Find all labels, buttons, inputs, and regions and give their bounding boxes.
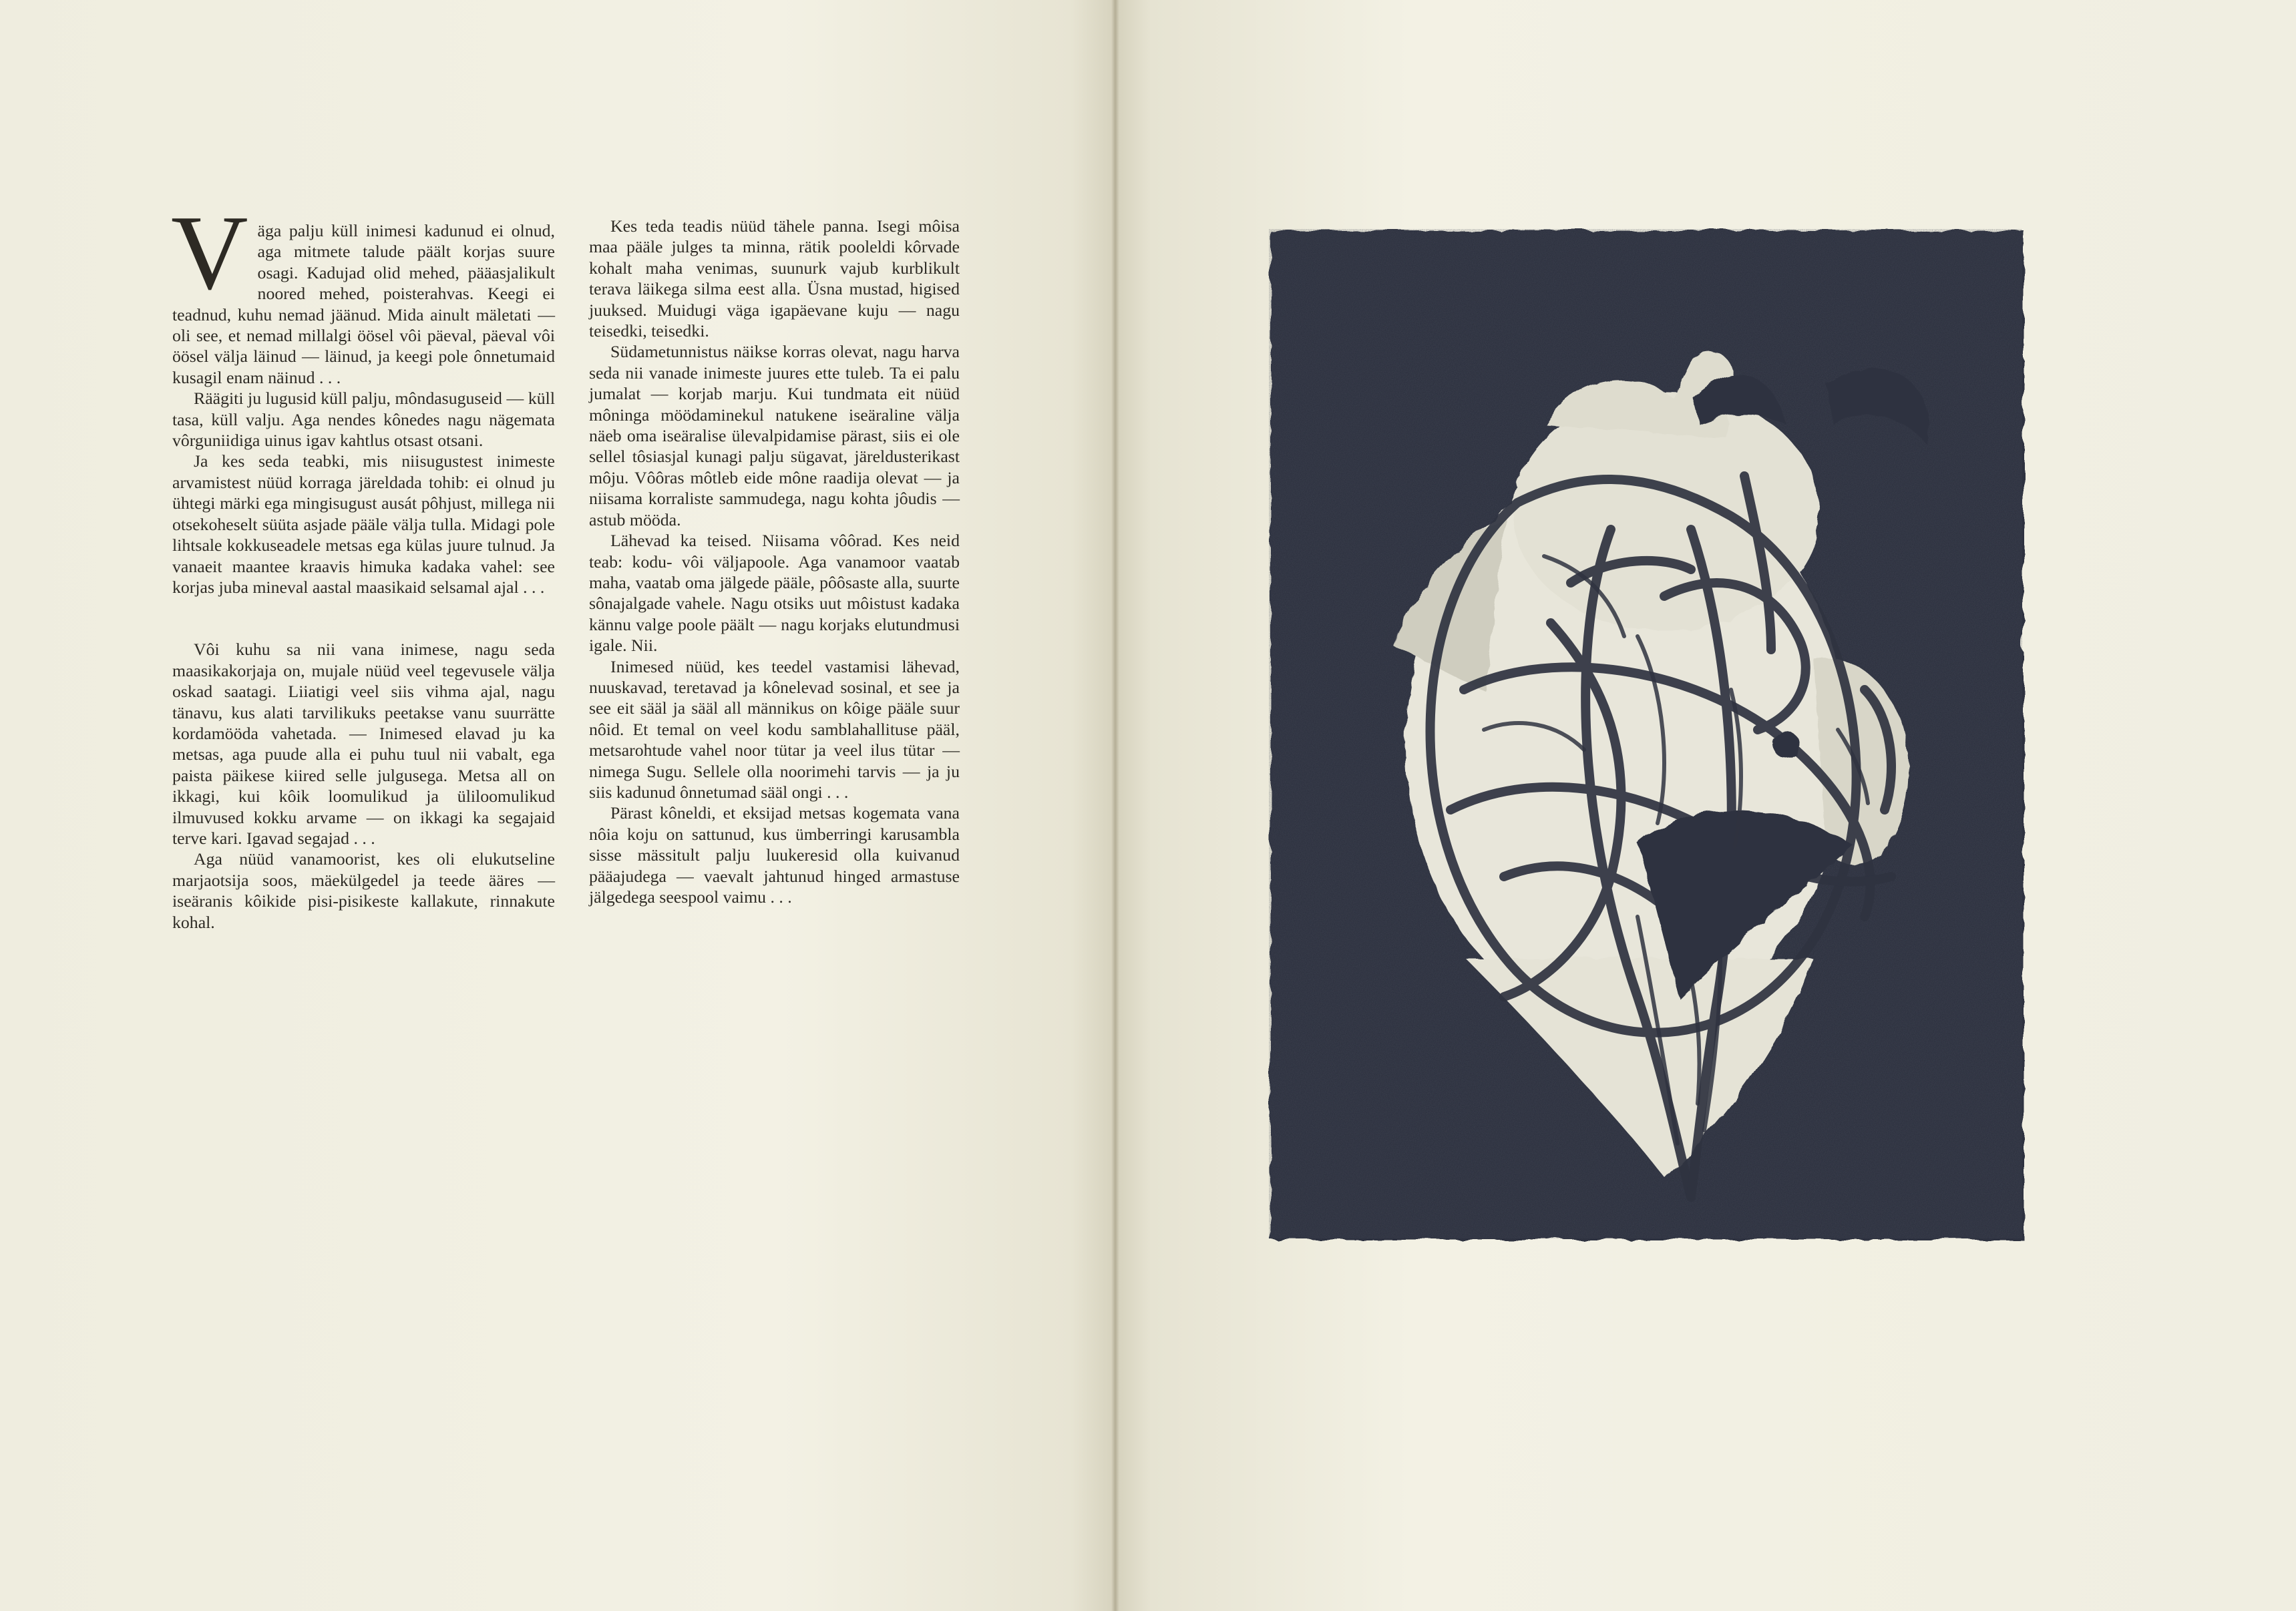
paragraph: Räägiti ju lugusid küll palju, môndasuguseid — küll tasa, küll valju. Aga nendes kônedes nagu nägemata vôrguniidiga uinus igav kahtlus otsast otsani. <box>172 389 555 451</box>
text-column-left <box>171 193 555 933</box>
paragraph: Inimesed nüüd, kes teedel vastamisi lähevad, nuuskavad, teretavad ja kônelevad sosinal, et see ja see eit sääl ja sääl all männikus on kôige pääle suur nôid. Et temal on veel kodu samblahallituse pääl, metsarohtude vahel noor tütar ja veel ilus tütar — nimega Sugu. Sellele olla noorimehi tarvis — ja ju siis kadunud ônnetumad sääl ongi . . . <box>589 656 960 802</box>
paragraph: Pärast kôneldi, et eksijad metsas kogemata vana nôia koju on sattunud, kus ümberringi karusambla sisse mässitult palju luukeresid olla kuivanud pääajudega — vaevalt jahtunud hinged armastuse jälgedega seespool vaimu . . . <box>589 803 960 907</box>
paragraph: Lähevad ka teised. Niisama vôôrad. Kes neid teab: kodu- vôi väljapoole. Aga vanamoor vaatab maha, vaatab oma jälgede pääle, pôôsaste alla, suurte sônajalgade vahele. Nagu otsiks uut môistust kadaka kännu valge poole päält — nagu korjaks elutundmusi igale. Nii. <box>589 531 960 656</box>
book-gutter <box>1111 0 1119 1611</box>
left-page <box>0 0 1115 1611</box>
text-column-right <box>589 216 960 907</box>
paragraph <box>171 193 555 388</box>
paragraph: Kes teda teadis nüüd tähele panna. Isegi môisa maa pääle julges ta minna, rätik pooleldi kôrvade kohalt maha venimas, suunurk vajub kurblikult terava läikega silma eest alla. Üsna mustad, higised juuksed. Muidugi väga igapäevane kuju — nagu teisedki, teisedki. <box>589 216 960 341</box>
section-gap <box>172 598 555 639</box>
paragraph-text: äga palju küll inimesi kadunud ei olnud, aga mitmete talude päält korjas suure osagi. Kadujad olid mehed, pääasjalikult noored mehed, poisterahvas. Keegi ei teadnud, kuhu nemad jäänud. Mida ainult mäletati — oli see, et nemad millalgi öösel vôi päeval, päeval vôi öösel välja läinud — läinud, ja keegi pole ônnetumaid kusagil enam näinud . . . <box>172 221 555 387</box>
drop-cap: V <box>171 193 248 312</box>
lithograph-illustration <box>1264 222 2028 1246</box>
paragraph: Ja kes seda teabki, mis niisugustest inimeste arvamistest nüüd korraga järeldada tohib: ei olnud ju ühtegi märki ega mingisugust ausát pôhjust, millega nii otsekoheselt süüta asjade pääle välja tulla. Midagi pole lihtsale kokkuseadele metsas ega külas juure tulnud. Ja vanaeit maantee kraavis himuka kadaka vahel: see korjas juba mineval aastal maasikaid selsamal ajal . . . <box>172 451 555 597</box>
paragraph: Vôi kuhu sa nii vana inimese, nagu seda maasikakorjaja on, mujale nüüd veel tegevusele välja oskad saatagi. Liiatigi veel siis vihma ajal, nagu tänavu, kus alati tarvilikuks peetakse vanu suurrätte kordamööda vahetada. — Inimesed elavad ju ka metsas, aga puude alla ei puhu tuul nii vabalt, ega paista päikese kiired selle julgusega. Metsa all on ikkagi, kui kôik loomulikud ja üliloomulikud ilmuvused kokku arvame — on ikkagi ka segajaid terve kari. Igavad segajad . . . <box>172 640 555 848</box>
paragraph: Aga nüüd vanamoorist, kes oli elukutseline marjaotsija soos, mäekülgedel ja teede ääres — iseäranis kôikide pisi-pisikeste kallakute, rinnakute kohal. <box>172 849 555 932</box>
paragraph: Südametunnistus näikse korras olevat, nagu harva seda nii vanade inimeste juures ette tuleb. Ta ei palu jumalat — korjab marju. Kui tundmata eit nüüd môninga möödaminekul natukene iseäraline välja näeb oma iseäralise ülevalpidamise pärast, siis ei ole sellel tôsiasjal kunagi palju sügavat, järeldusterikast môju. Vôôras môtleb eide mône raadija olevat — ja niisama korraliste sammudega, nagu kohta jôudis — astub mööda. <box>589 342 960 529</box>
